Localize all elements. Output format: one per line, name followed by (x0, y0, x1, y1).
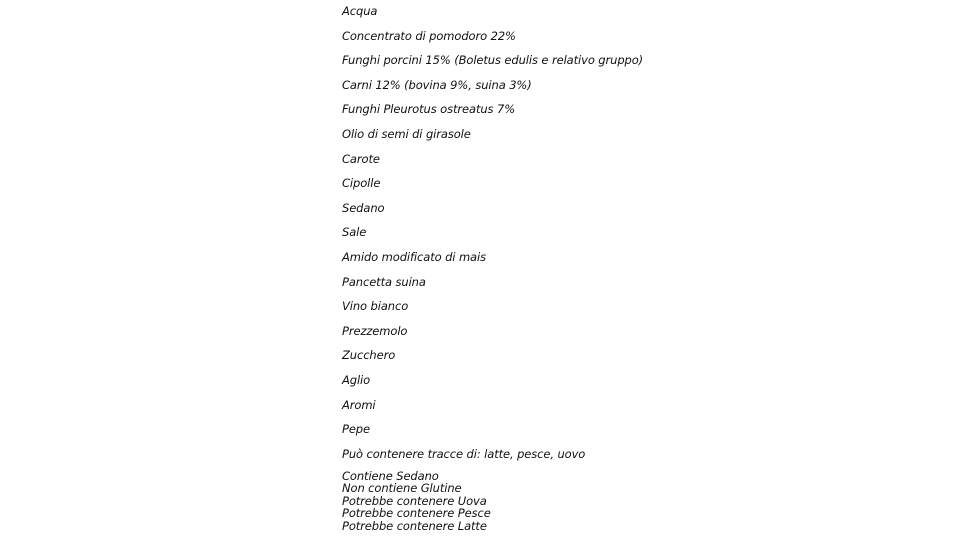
ingredient-item: Vino bianco (342, 299, 409, 314)
ingredient-item: Pepe (342, 422, 370, 437)
ingredient-item: Funghi porcini 15% (Boletus edulis e relativo gruppo) (342, 53, 644, 68)
ingredient-item: Aromi (342, 397, 376, 412)
ingredient-item: Pancetta suina (342, 274, 426, 289)
ingredient-item: Carote (342, 151, 380, 166)
ingredient-item: Zucchero (342, 348, 396, 363)
allergen-item: Potrebbe contenere Pesce (342, 506, 491, 521)
ingredient-item: Sedano (342, 200, 385, 215)
allergen-item: Contiene Sedano (342, 469, 439, 483)
ingredient-item: Prezzemolo (342, 323, 408, 338)
ingredient-item: Funghi Pleurotus ostreatus 7% (342, 102, 516, 117)
ingredient-item: Acqua (342, 4, 378, 18)
ingredient-item: Sale (342, 225, 367, 240)
ingredient-item: Olio di semi di girasole (342, 126, 471, 141)
allergen-item: Potrebbe contenere Latte (342, 518, 487, 533)
allergen-item: Potrebbe contenere Uova (342, 493, 487, 508)
ingredient-item: Cipolle (342, 176, 381, 191)
ingredients-list (342, 4, 643, 471)
ingredient-item: Aglio (342, 372, 371, 387)
ingredient-item: Concentrato di pomodoro 22% (342, 28, 516, 43)
ingredient-item: Carni 12% (bovina 9%, suina 3%) (342, 77, 532, 92)
allergen-info-list (342, 470, 491, 532)
ingredient-item: Amido modificato di mais (342, 249, 486, 264)
allergen-item: Non contiene Glutine (342, 481, 462, 496)
traces-note: Può contenere tracce di: latte, pesce, uovo (342, 446, 586, 461)
